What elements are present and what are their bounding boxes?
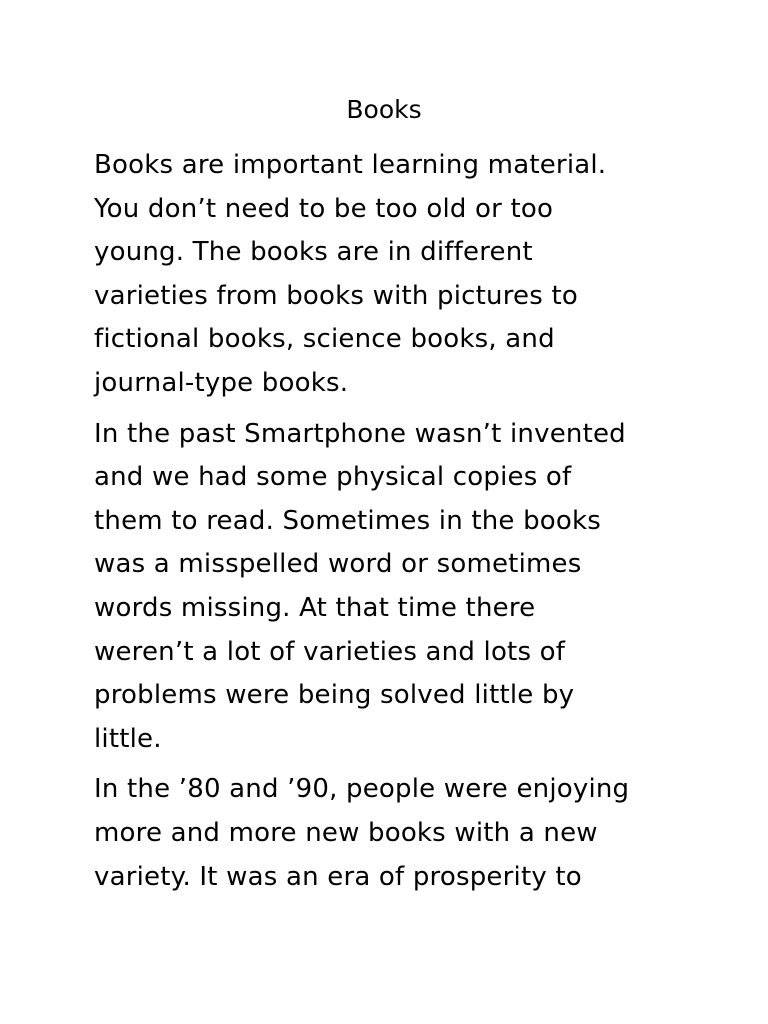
paragraph-1 xyxy=(94,144,694,406)
text-line: varieties from books with pictures to xyxy=(94,280,578,311)
text-line: fictional books, science books, and xyxy=(94,324,555,355)
text-line: weren’t a lot of varieties and lots of xyxy=(94,636,566,667)
paragraph-2 xyxy=(94,413,694,762)
text-line: Books are important learning material. xyxy=(94,150,607,180)
document-title: Books xyxy=(346,95,422,124)
text-line: and we had some physical copies of xyxy=(94,462,572,493)
text-line: problems were being solved little by xyxy=(94,680,575,711)
paragraph-3 xyxy=(94,768,694,899)
text-line: In the ’80 and ’90, people were enjoying xyxy=(94,774,630,805)
text-line: You don’t need to be too old or too xyxy=(94,193,554,224)
text-line: variety. It was an era of prosperity to xyxy=(94,861,582,892)
text-line: young. The books are in different xyxy=(94,237,533,268)
text-line: more and more new books with a new xyxy=(94,817,598,848)
text-line: In the past Smartphone wasn’t invented xyxy=(94,418,626,449)
text-line: was a misspelled word or sometimes xyxy=(94,549,582,580)
text-line: little. xyxy=(94,723,162,754)
text-line: words missing. At that time there xyxy=(94,592,536,623)
document-body xyxy=(94,144,694,906)
text-line: them to read. Sometimes in the books xyxy=(94,505,602,536)
text-line: journal-type books. xyxy=(94,367,349,398)
